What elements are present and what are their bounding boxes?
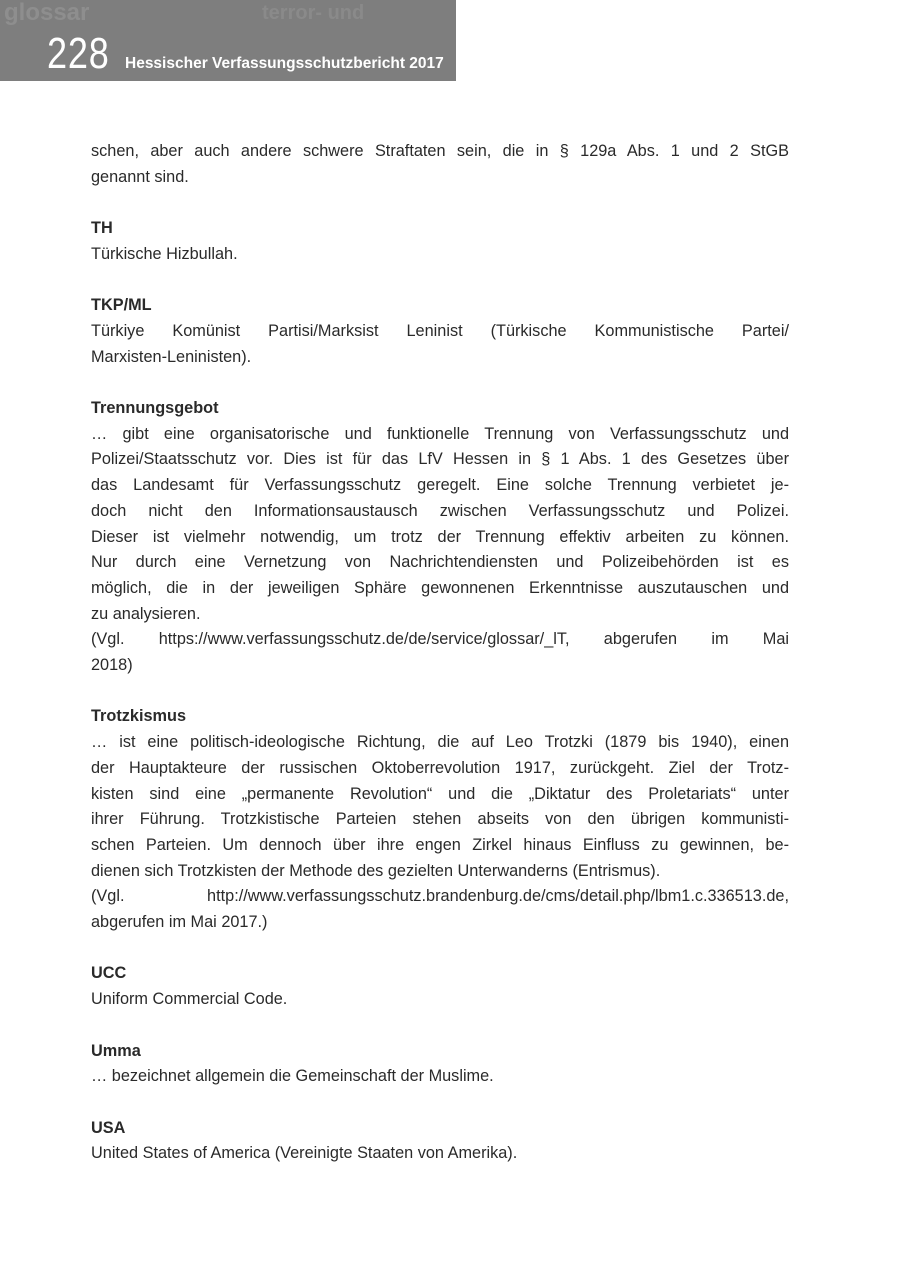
glossary-content — [91, 139, 789, 1193]
glossary-term: Trotzkismus — [91, 707, 186, 726]
glossary-term: USA — [91, 1118, 126, 1137]
definition-line: Türkiye Komünist Partisi/Marksist Leninist (Türkische Kommunistische Partei/ — [91, 321, 789, 340]
definition-line: zu analysieren. — [91, 604, 201, 623]
definition-line: Marxisten-Leninisten). — [91, 347, 252, 366]
definition-line: (Vgl. http://www.verfassungsschutz.brandenburg.de/cms/detail.php/lbm1.c.336513.de, — [91, 887, 789, 906]
definition-line: das Landesamt für Verfassungsschutz geregelt. Eine solche Trennung verbietet je- — [91, 476, 789, 495]
glossary-term: TH — [91, 219, 113, 238]
glossary-entry — [91, 704, 789, 935]
glossary-term: UCC — [91, 964, 127, 983]
definition-line: Polizei/Staatsschutz vor. Dies ist für das LfV Hessen in § 1 Abs. 1 des Gesetzes über — [91, 450, 789, 469]
definition-line: (Vgl. https://www.verfassungsschutz.de/de/service/glossar/_lT, abgerufen im Mai — [91, 630, 789, 649]
glossary-term: TKP/ML — [91, 296, 152, 315]
definition-line: United States of America (Vereinigte Staaten von Amerika). — [91, 1144, 518, 1163]
definition-line: … gibt eine organisatorische und funktionelle Trennung von Verfassungsschutz und — [91, 424, 789, 443]
page-number: 228 — [47, 29, 110, 78]
page-header — [0, 0, 456, 81]
definition-line: Nur durch eine Vernetzung von Nachrichtendiensten und Polizeibehörden ist es — [91, 553, 789, 572]
glossary-entry — [91, 961, 789, 1012]
definition-line: der Hauptakteure der russischen Oktoberrevolution 1917, zurückgeht. Ziel der Trotz- — [91, 758, 789, 777]
glossary-entry — [91, 139, 789, 190]
glossary-entry — [91, 293, 789, 370]
definition-line: möglich, die in der jeweiligen Sphäre gewonnenen Erkenntnisse auszutauschen und — [91, 578, 789, 597]
glossary-entry — [91, 396, 789, 679]
definition-line: … bezeichnet allgemein die Gemeinschaft der Muslime. — [91, 1067, 494, 1086]
glossary-entry — [91, 1039, 789, 1090]
watermark-glossar: glossar — [4, 0, 90, 26]
definition-line: Türkische Hizbullah. — [91, 244, 238, 263]
definition-line: 2018) — [91, 656, 133, 675]
glossary-term: Trennungsgebot — [91, 398, 219, 417]
definition-line: dienen sich Trotzkisten der Methode des gezielten Unterwanderns (Entrismus). — [91, 861, 661, 880]
definition-line: Uniform Commercial Code. — [91, 990, 288, 1009]
definition-line: abgerufen im Mai 2017.) — [91, 913, 268, 932]
glossary-entry — [91, 1116, 789, 1167]
definition-line: … ist eine politisch-ideologische Richtung, die auf Leo Trotzki (1879 bis 1940), einen — [91, 733, 789, 752]
publication-title: Hessischer Verfassungsschutzbericht 2017 — [125, 55, 444, 72]
glossary-entry — [91, 216, 789, 267]
definition-line: doch nicht den Informationsaustausch zwischen Verfassungsschutz und Polizei. — [91, 501, 789, 520]
definition-line: genannt sind. — [91, 167, 189, 186]
definition-line: schen Parteien. Um dennoch über ihre engen Zirkel hinaus Einfluss zu gewinnen, be- — [91, 835, 789, 854]
definition-line: ihrer Führung. Trotzkistische Parteien stehen abseits von den übrigen kommunisti- — [91, 810, 789, 829]
definition-line: schen, aber auch andere schwere Straftaten sein, die in § 129a Abs. 1 und 2 StGB — [91, 142, 789, 160]
watermark-terror: terror- und — [262, 2, 365, 24]
definition-line: Dieser ist vielmehr notwendig, um trotz der Trennung effektiv arbeiten zu können. — [91, 527, 789, 546]
definition-line: kisten sind eine „permanente Revolution“ und die „Diktatur des Proletariats“ unter — [91, 784, 789, 803]
glossary-term: Umma — [91, 1041, 141, 1060]
